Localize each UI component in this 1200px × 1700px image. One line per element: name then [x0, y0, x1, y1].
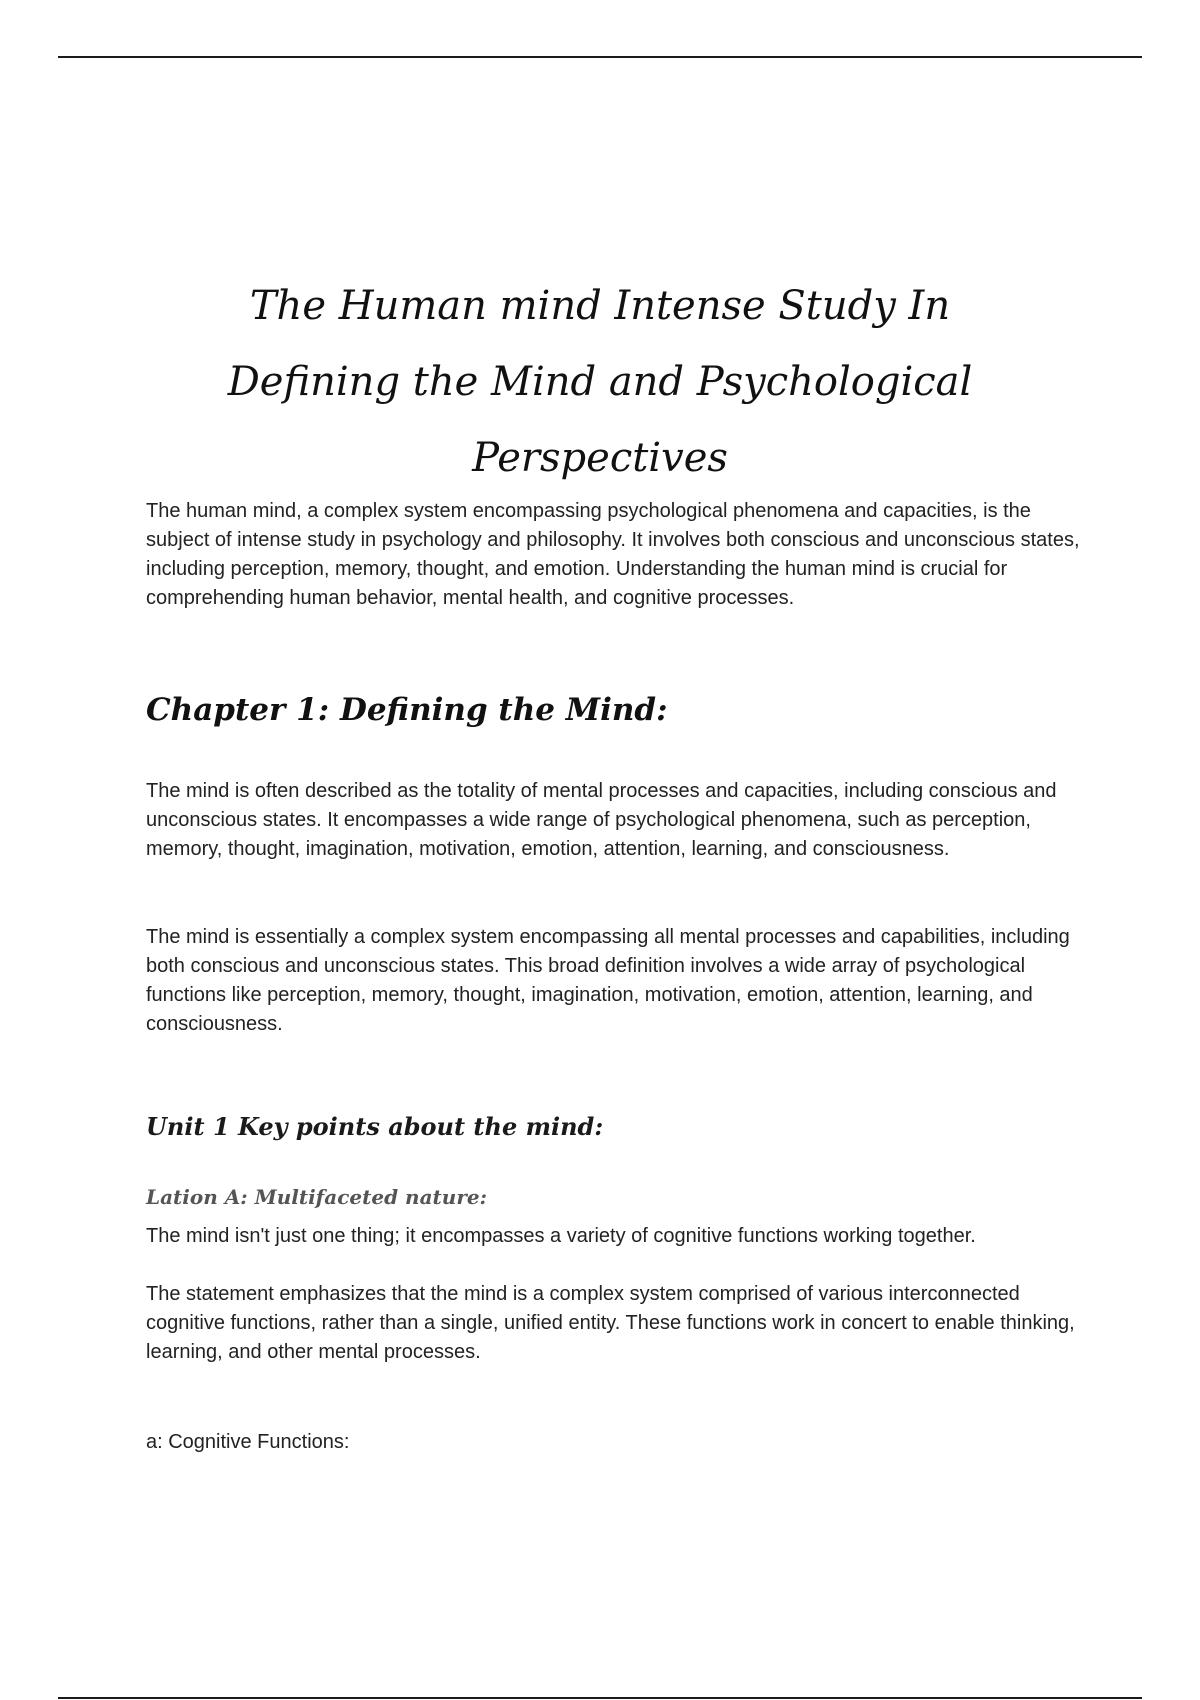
- intro-paragraph: [146, 497, 1086, 613]
- sub-a-heading: [146, 1428, 1086, 1457]
- chapter-1-heading: Chapter 1: Defining the Mind:: [146, 692, 668, 728]
- intro-text: The human mind, a complex system encompassing psychological phenomena and capacities, is the subject of intense study in psychology and philosophy. It involves both conscious and unconscious states, including perception, memory, thought, and emotion. Understanding the human mind is crucial for comprehending human behavior, mental health, and cognitive processes.: [146, 500, 1080, 609]
- lation-a-paragraph-1: [146, 1222, 1086, 1251]
- document-title: [100, 268, 1100, 496]
- chapter-1-paragraph-1: [146, 777, 1086, 864]
- lation-a-text-1: The mind isn't just one thing; it encompasses a variety of cognitive functions working together.: [146, 1225, 976, 1247]
- bottom-rule: [58, 1697, 1142, 1699]
- sub-a-text: a: Cognitive Functions:: [146, 1431, 350, 1453]
- title-line-1: The Human mind Intense Study In: [249, 283, 951, 329]
- top-rule: [58, 56, 1142, 58]
- chapter-1-paragraph-2: [146, 923, 1086, 1039]
- lation-a-heading: Lation A: Multifaceted nature:: [146, 1185, 487, 1209]
- title-line-2: Defining the Mind and Psychological Perspectives: [227, 359, 973, 481]
- unit-1-heading: Unit 1 Key points about the mind:: [146, 1112, 604, 1141]
- lation-a-text-2: The statement emphasizes that the mind is a complex system comprised of various interconnected cognitive functions, rather than a single, unified entity. These functions work in concert to enable thinking, learning, and other mental processes.: [146, 1283, 1075, 1363]
- chapter-1-text-2: The mind is essentially a complex system encompassing all mental processes and capabilities, including both conscious and unconscious states. This broad definition involves a wide array of psychological functions like perception, memory, thought, imagination, motivation, emotion, attention, learning, and consciousness.: [146, 926, 1070, 1035]
- chapter-1-text-1: The mind is often described as the totality of mental processes and capacities, including conscious and unconscious states. It encompasses a wide range of psychological phenomena, such as perception, memory, thought, imagination, motivation, emotion, attention, learning, and consciousness.: [146, 780, 1057, 860]
- lation-a-paragraph-2: [146, 1280, 1086, 1367]
